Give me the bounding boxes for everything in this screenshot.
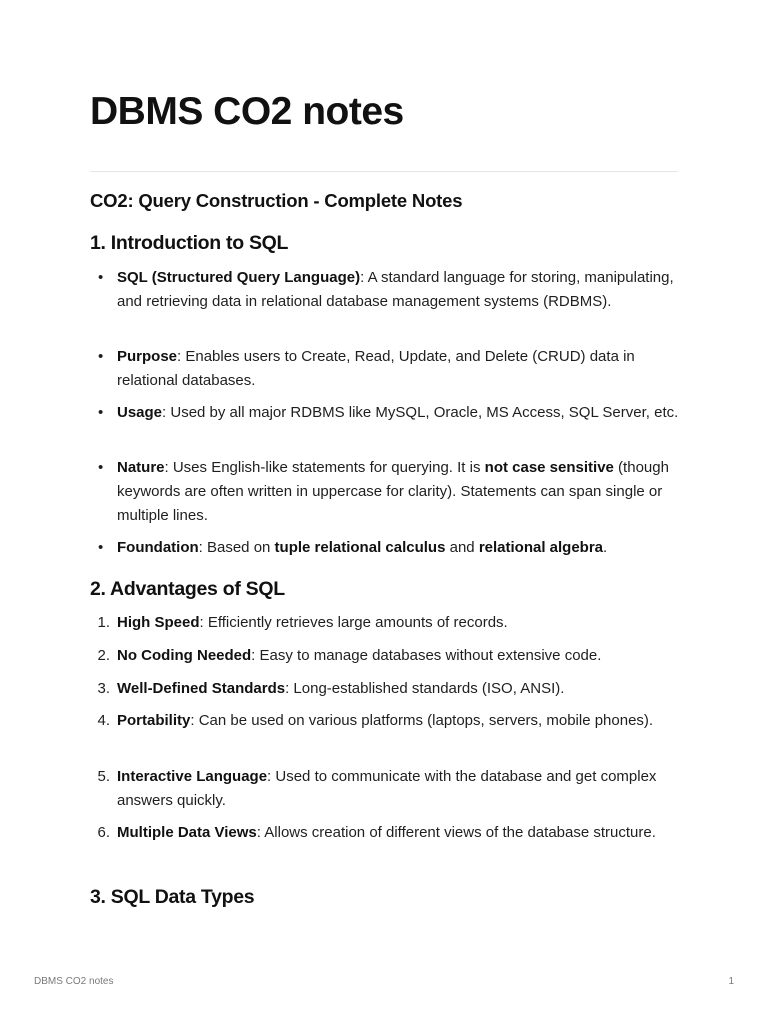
- item-text: Well-Defined Standards: Long-established standards (ISO, ANSI).: [117, 680, 565, 697]
- section-heading-intro: 1. Introduction to SQL: [90, 232, 289, 254]
- divider: [90, 171, 678, 172]
- bullet-item: [90, 345, 680, 393]
- item-term: Usage: [117, 404, 163, 421]
- bullet-dot-icon: •: [98, 459, 104, 476]
- item-text: SQL (Structured Query Language): A standard language for storing, manipulating, and retrieving data in relational database management systems (RDBMS).: [117, 269, 674, 310]
- item-text: Multiple Data Views: Allows creation of different views of the database structure.: [117, 824, 656, 841]
- item-term: No Coding Needed: [117, 647, 252, 664]
- page-title: DBMS CO2 notes: [90, 90, 404, 133]
- list-number: 2.: [97, 647, 110, 664]
- item-text: Usage: Used by all major RDBMS like MySQL, Oracle, MS Access, SQL Server, etc.: [117, 404, 679, 421]
- item-term: Purpose: [117, 348, 178, 365]
- bullet-item: [90, 536, 680, 560]
- item-term: Nature: [117, 459, 165, 476]
- item-term: Portability: [117, 712, 191, 729]
- item-text: Interactive Language: Used to communicate with the database and get complex answers quickly.: [117, 768, 657, 809]
- bullet-dot-icon: •: [98, 269, 104, 286]
- bullet-item: [90, 266, 680, 314]
- footer-doc-name: DBMS CO2 notes: [34, 976, 114, 987]
- bullet-dot-icon: •: [98, 404, 104, 421]
- item-text: Portability: Can be used on various platforms (laptops, servers, mobile phones).: [117, 712, 654, 729]
- bullet-item: [90, 401, 680, 425]
- item-term: Interactive Language: [117, 768, 268, 785]
- emphasis: relational algebra: [478, 539, 604, 556]
- item-term: Multiple Data Views: [117, 824, 257, 841]
- section-heading-data-types: 3. SQL Data Types: [90, 886, 255, 908]
- item-term: Well-Defined Standards: [117, 680, 286, 697]
- item-term: SQL (Structured Query Language): [117, 269, 361, 286]
- item-text: Nature: Uses English-like statements for querying. It is not case sensitive (though keywords are often written in uppercase for clarity). Statements can span single or multiple lines.: [117, 459, 669, 524]
- item-term: High Speed: [117, 614, 200, 631]
- section-heading-advantages: 2. Advantages of SQL: [90, 578, 285, 600]
- emphasis: tuple relational calculus: [274, 539, 446, 556]
- list-number: 6.: [97, 824, 110, 841]
- footer-page-number: 1: [728, 976, 734, 987]
- item-text: High Speed: Efficiently retrieves large amounts of records.: [117, 614, 508, 631]
- bullet-dot-icon: •: [98, 539, 104, 556]
- numbered-item: [90, 765, 680, 813]
- item-text: No Coding Needed: Easy to manage databases without extensive code.: [117, 647, 602, 664]
- numbered-item: [90, 709, 680, 733]
- numbered-item: [90, 677, 680, 701]
- item-text: Foundation: Based on tuple relational calculus and relational algebra.: [117, 539, 608, 556]
- numbered-item: [90, 644, 680, 668]
- numbered-item: [90, 611, 680, 635]
- numbered-item: [90, 821, 680, 845]
- bullet-item: [90, 456, 680, 528]
- item-text: Purpose: Enables users to Create, Read, Update, and Delete (CRUD) data in relational databases.: [117, 348, 635, 389]
- emphasis: not case sensitive: [484, 459, 614, 476]
- list-number: 1.: [97, 614, 110, 631]
- list-number: 5.: [97, 768, 110, 785]
- list-number: 3.: [97, 680, 110, 697]
- bullet-dot-icon: •: [98, 348, 104, 365]
- item-term: Foundation: [117, 539, 199, 556]
- document-subtitle: CO2: Query Construction - Complete Notes: [90, 190, 463, 211]
- list-number: 4.: [97, 712, 110, 729]
